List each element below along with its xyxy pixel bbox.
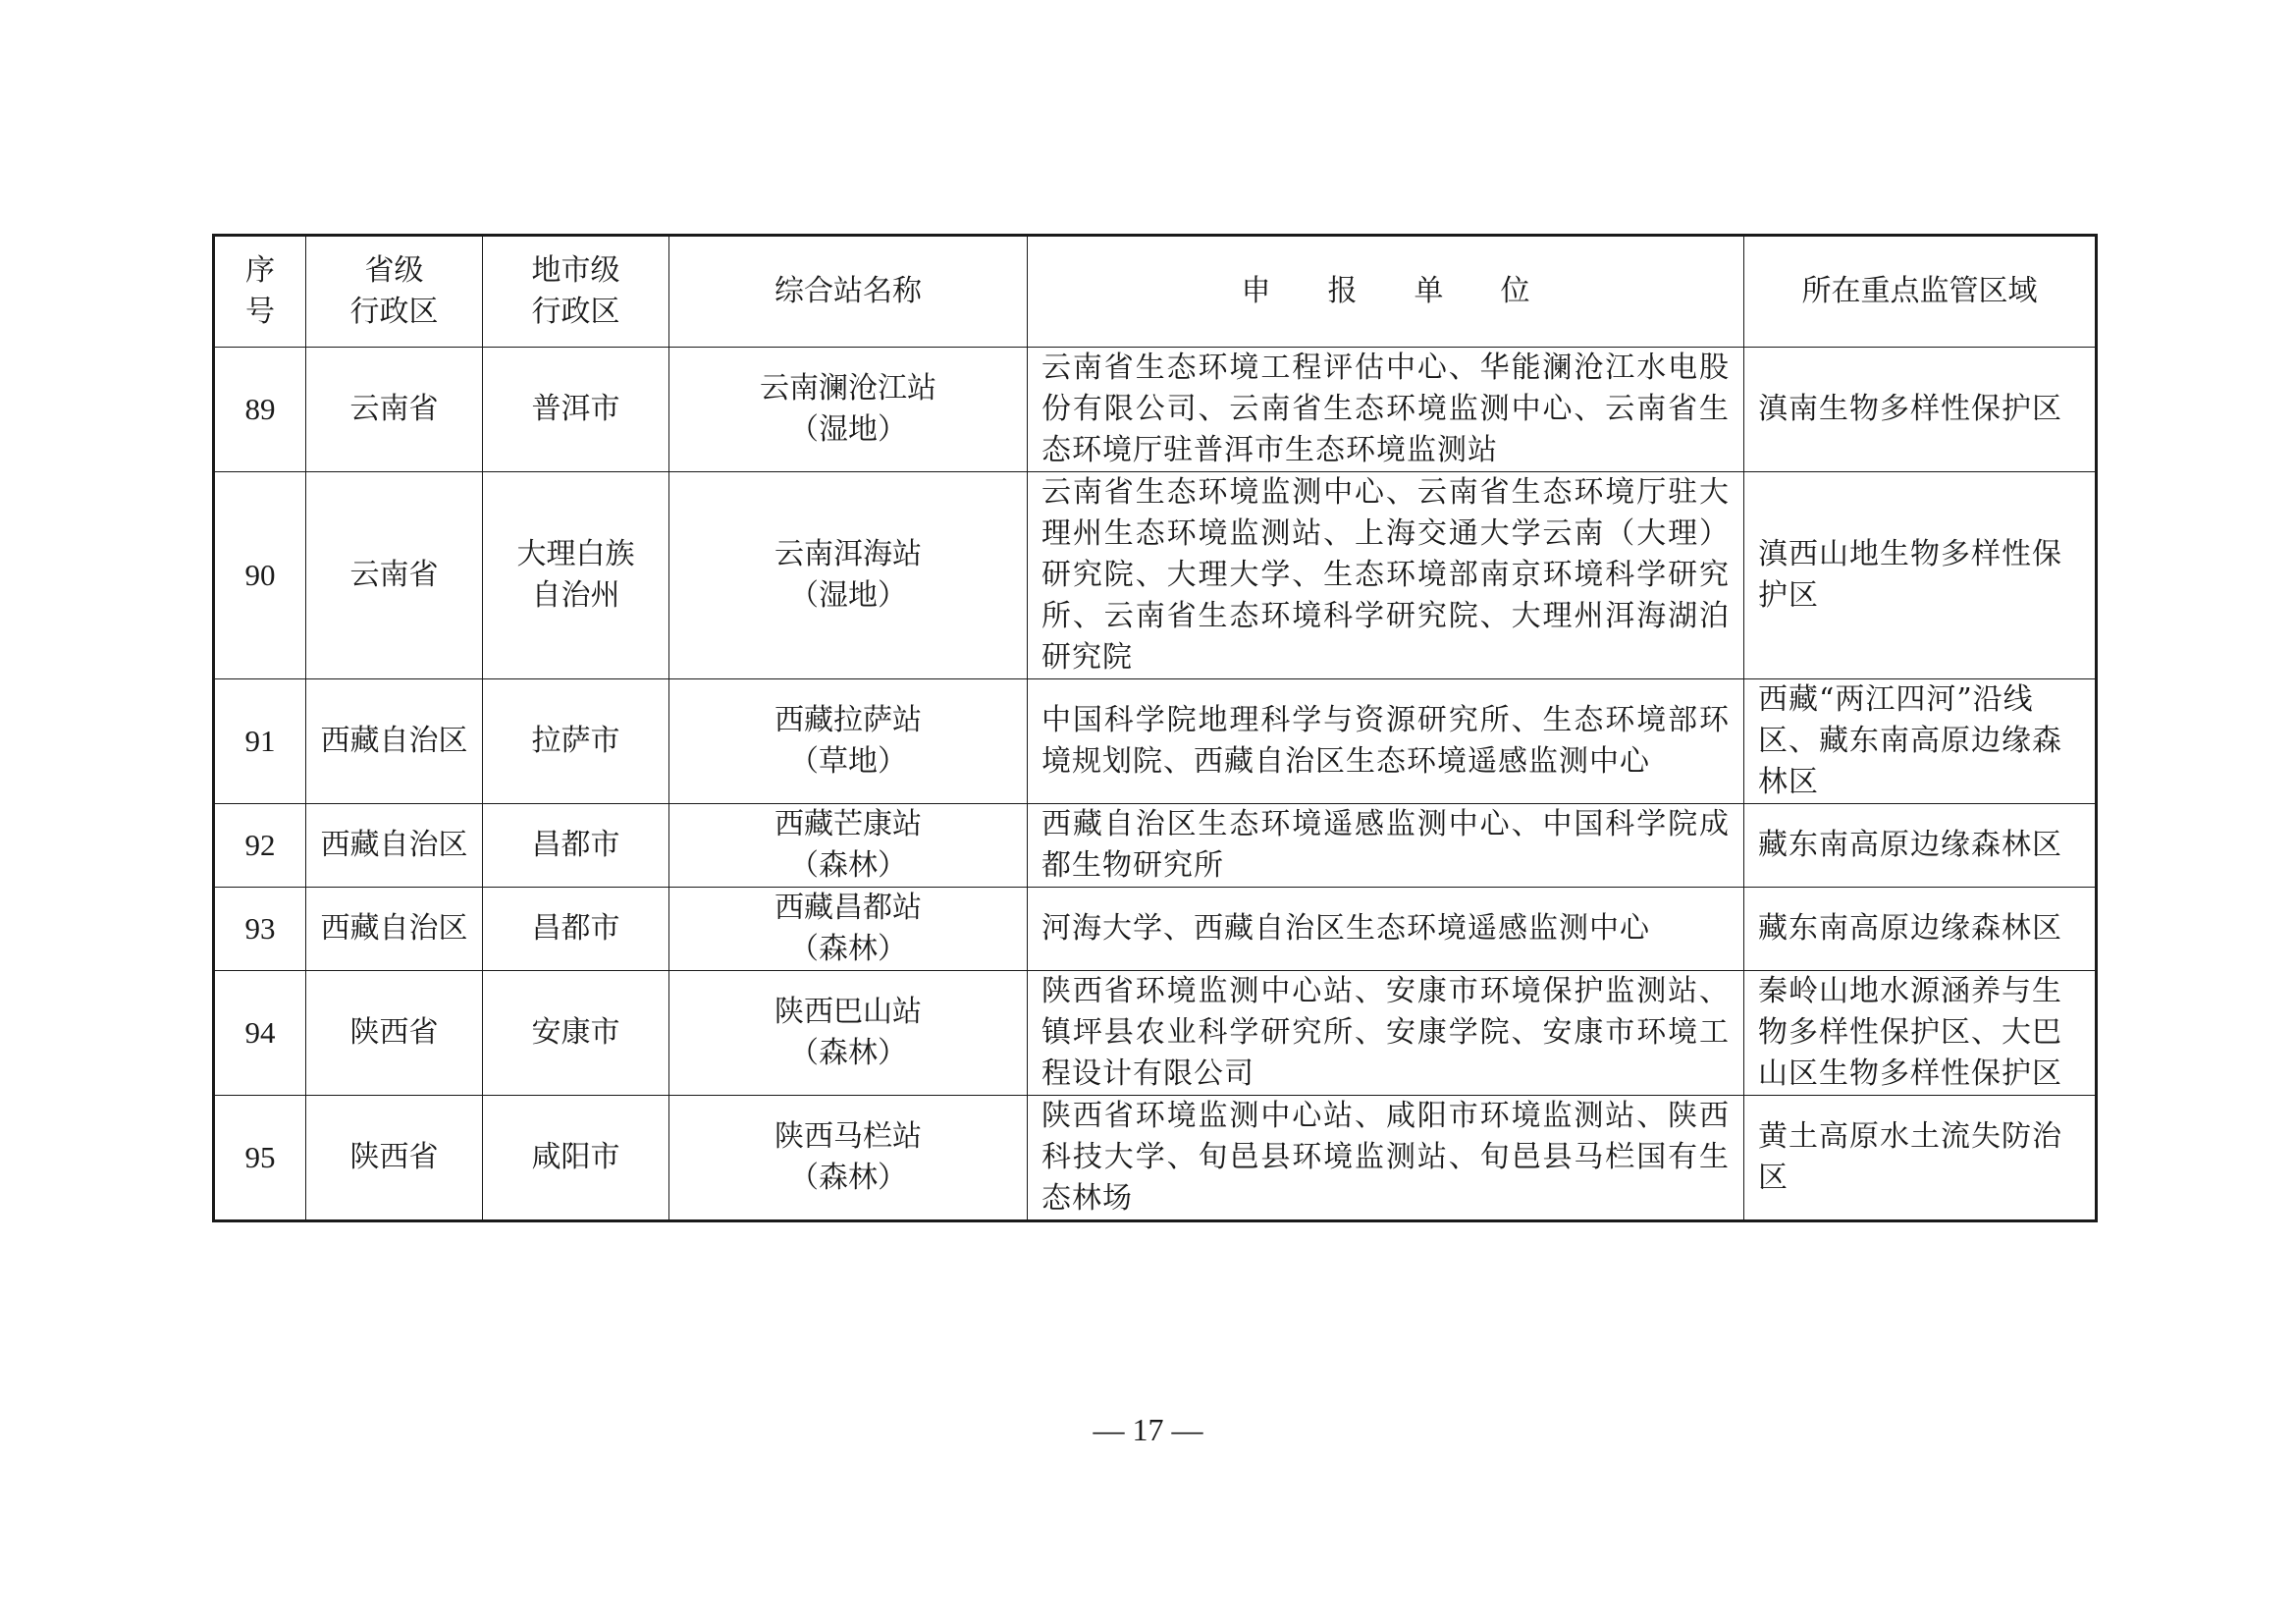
table-row [214,804,2097,888]
cell-supervision-area: 藏东南高原边缘森林区 [1744,888,2097,971]
cell-reporting-unit: 中国科学院地理科学与资源研究所、生态环境部环境规划院、西藏自治区生态环境遥感监测中心 [1028,679,1744,804]
cell-seq: 93 [214,888,306,971]
cell-city: 咸阳市 [483,1096,669,1221]
cell-reporting-unit: 云南省生态环境工程评估中心、华能澜沧江水电股份有限公司、云南省生态环境监测中心、云南省生态环境厅驻普洱市生态环境监测站 [1028,348,1744,472]
cell-supervision-area: 滇西山地生物多样性保护区 [1744,472,2097,679]
page-number: — 17 — [1093,1412,1203,1447]
cell-reporting-unit: 陕西省环境监测中心站、咸阳市环境监测站、陕西科技大学、旬邑县环境监测站、旬邑县马栏国有生态林场 [1028,1096,1744,1221]
cell-province: 西藏自治区 [306,888,483,971]
cell-station: 陕西巴山站 （森林） [669,971,1028,1096]
cell-station: 西藏芒康站 （森林） [669,804,1028,888]
cell-city: 安康市 [483,971,669,1096]
cell-city: 昌都市 [483,804,669,888]
table-row [214,348,2097,472]
cell-province: 云南省 [306,472,483,679]
table-row [214,888,2097,971]
header-seq: 序 号 [214,236,306,348]
cell-reporting-unit: 云南省生态环境监测中心、云南省生态环境厅驻大理州生态环境监测站、上海交通大学云南（大理）研究院、大理大学、生态环境部南京环境科学研究所、云南省生态环境科学研究院、大理州洱海湖泊研究院 [1028,472,1744,679]
cell-seq: 89 [214,348,306,472]
cell-seq: 92 [214,804,306,888]
cell-province: 西藏自治区 [306,679,483,804]
cell-province: 西藏自治区 [306,804,483,888]
cell-seq: 95 [214,1096,306,1221]
cell-station: 西藏拉萨站 （草地） [669,679,1028,804]
header-province: 省级 行政区 [306,236,483,348]
cell-reporting-unit: 河海大学、西藏自治区生态环境遥感监测中心 [1028,888,1744,971]
cell-city: 昌都市 [483,888,669,971]
cell-supervision-area: 滇南生物多样性保护区 [1744,348,2097,472]
cell-province: 陕西省 [306,971,483,1096]
cell-reporting-unit: 西藏自治区生态环境遥感监测中心、中国科学院成都生物研究所 [1028,804,1744,888]
cell-station: 云南洱海站 （湿地） [669,472,1028,679]
stations-table [212,234,2098,1222]
cell-city: 拉萨市 [483,679,669,804]
cell-province: 云南省 [306,348,483,472]
cell-station: 云南澜沧江站 （湿地） [669,348,1028,472]
header-reporting-unit: 申报单位 [1028,236,1744,348]
cell-station: 陕西马栏站 （森林） [669,1096,1028,1221]
header-supervision-area: 所在重点监管区域 [1744,236,2097,348]
cell-city: 大理白族 自治州 [483,472,669,679]
table-row [214,472,2097,679]
table-row [214,1096,2097,1221]
cell-supervision-area: 黄土高原水土流失防治区 [1744,1096,2097,1221]
table-header-row [214,236,2097,348]
cell-reporting-unit: 陕西省环境监测中心站、安康市环境保护监测站、镇坪县农业科学研究所、安康学院、安康市环境工程设计有限公司 [1028,971,1744,1096]
cell-seq: 91 [214,679,306,804]
cell-seq: 90 [214,472,306,679]
table-row [214,971,2097,1096]
header-city: 地市级 行政区 [483,236,669,348]
cell-city: 普洱市 [483,348,669,472]
cell-supervision-area: 西藏“两江四河”沿线区、藏东南高原边缘森林区 [1744,679,2097,804]
cell-province: 陕西省 [306,1096,483,1221]
table-row [214,679,2097,804]
cell-station: 西藏昌都站 （森林） [669,888,1028,971]
cell-seq: 94 [214,971,306,1096]
cell-supervision-area: 秦岭山地水源涵养与生物多样性保护区、大巴山区生物多样性保护区 [1744,971,2097,1096]
header-station-name: 综合站名称 [669,236,1028,348]
cell-supervision-area: 藏东南高原边缘森林区 [1744,804,2097,888]
